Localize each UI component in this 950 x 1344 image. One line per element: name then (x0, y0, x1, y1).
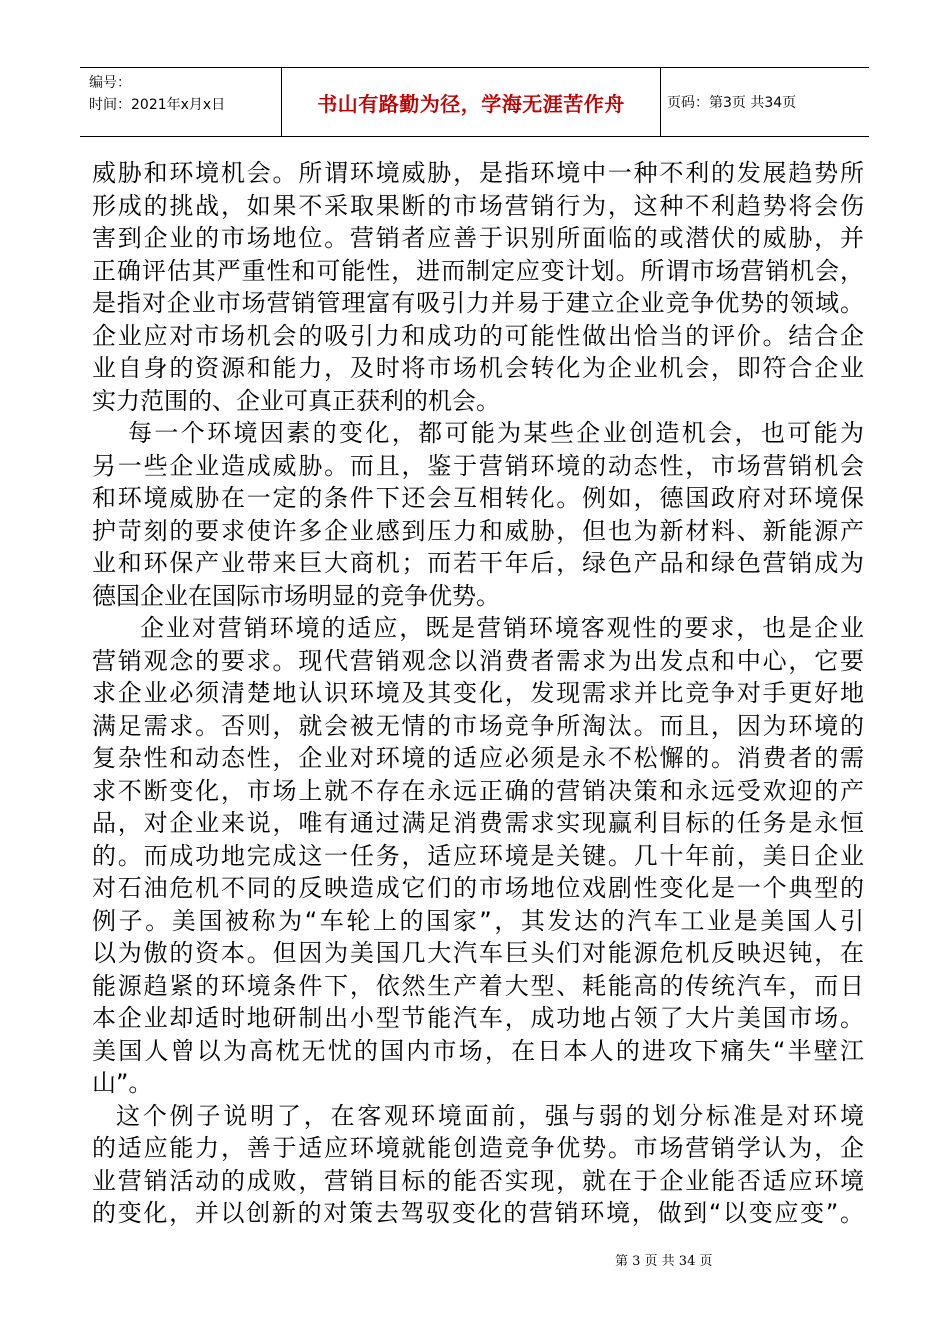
text-line: 的变化，并以创新的对策去驾驭变化的营销环境，做到“以变应变”。 (92, 1199, 864, 1227)
text-line: 害到企业的市场地位。营销者应善于识别所面临的或潜伏的威胁，并 (92, 224, 864, 252)
text-line: 美国人曾以为高枕无忧的国内市场，在日本人的进攻下痛失“半壁江 (92, 1036, 864, 1065)
text-line: 例子。美国被称为“车轮上的国家”，其发达的汽车工业是美国人引 (92, 906, 864, 935)
header-motto-cell (282, 68, 661, 136)
text-line: 营销观念的要求。现代营销观念以消费者需求为出发点和中心，它要 (92, 646, 864, 675)
header-motto: 书山有路勤为径，学海无涯苦作舟 (317, 91, 625, 116)
header-page-info-cell (661, 68, 869, 136)
document-body (92, 157, 864, 1230)
text-line: 企业应对市场机会的吸引力和成功的可能性做出恰当的评价。结合企 (92, 321, 864, 350)
text-line: 对石油危机不同的反映造成它们的市场地位戏剧性变化是一个典型的 (92, 874, 864, 902)
text-line: 的适应能力，善于适应环境就能创造竞争优势。市场营销学认为，企 (92, 1134, 864, 1162)
text-line: 山”。 (92, 1069, 153, 1097)
header-meta-cell (80, 68, 282, 136)
document-date-label: 时间：2021年x月x日 (89, 97, 226, 113)
text-line: 品，对企业来说，唯有通过满足消费需求实现赢利目标的任务是永恒 (92, 809, 864, 837)
paragraph (92, 612, 864, 1100)
document-number-label: 编号： (89, 75, 131, 91)
text-line: 以为傲的资本。但因为美国几大汽车巨头们对能源危机反映迟钝，在 (92, 939, 864, 967)
text-line: 业自身的资源和能力，及时将市场机会转化为企业机会，即符合企业 (92, 354, 864, 382)
text-line: 求不断变化，市场上就不存在永远正确的营销决策和永远受欢迎的产 (92, 776, 864, 805)
text-line: 和环境威胁在一定的条件下还会互相转化。例如，德国政府对环境保 (92, 484, 864, 512)
paragraph (92, 157, 864, 417)
page-footer (615, 1250, 712, 1269)
paragraph (92, 417, 864, 612)
text-line: 复杂性和动态性，企业对环境的适应必须是永不松懈的。消费者的需 (92, 744, 864, 772)
text-line: 另一些企业造成威胁。而且，鉴于营销环境的动态性，市场营销机会 (92, 451, 864, 480)
header-page-info: 页码：第3页 共34页 (667, 95, 797, 111)
text-line: 企业对营销环境的适应，既是营销环境客观性的要求，也是企业 (140, 614, 864, 642)
text-line: 实力范围的、企业可真正获利的机会。 (92, 386, 500, 415)
text-line: 德国企业在国际市场明显的竞争优势。 (92, 581, 500, 610)
text-line: 形成的挑战，如果不采取果断的市场营销行为，这种不利趋势将会伤 (92, 191, 864, 220)
text-line: 正确评估其严重性和可能性，进而制定应变计划。所谓市场营销机会， (92, 256, 864, 285)
text-line: 能源趋紧的环境条件下，依然生产着大型、耗能高的传统汽车，而日 (92, 971, 864, 1000)
text-line: 这个例子说明了，在客观环境面前，强与弱的划分标准是对环境 (116, 1101, 864, 1130)
text-line: 业和环保产业带来巨大商机；而若干年后，绿色产品和绿色营销成为 (92, 549, 864, 577)
text-line: 每一个环境因素的变化，都可能为某些企业创造机会，也可能为 (128, 419, 864, 447)
text-line: 本企业却适时地研制出小型节能汽车，成功地占领了大片美国市场。 (92, 1004, 864, 1032)
text-line: 的。而成功地完成这一任务，适应环境是关键。几十年前，美日企业 (92, 841, 864, 870)
text-line: 求企业必须清楚地认识环境及其变化，发现需求并比竞争对手更好地 (92, 679, 864, 707)
footer-page-number: 第 3 页 共 34 页 (615, 1254, 713, 1269)
text-line: 业营销活动的成败，营销目标的能否实现，就在于企业能否适应环境 (92, 1166, 864, 1195)
text-line: 是指对企业市场营销管理富有吸引力并易于建立企业竞争优势的领域。 (92, 289, 864, 317)
page-header (80, 67, 869, 137)
text-line: 护苛刻的要求使许多企业感到压力和威胁，但也为新材料、新能源产 (92, 516, 864, 545)
text-line: 满足需求。否则，就会被无情的市场竞争所淘汰。而且，因为环境的 (92, 711, 864, 740)
text-line: 威胁和环境机会。所谓环境威胁，是指环境中一种不利的发展趋势所 (92, 159, 864, 187)
paragraph (92, 1100, 864, 1230)
